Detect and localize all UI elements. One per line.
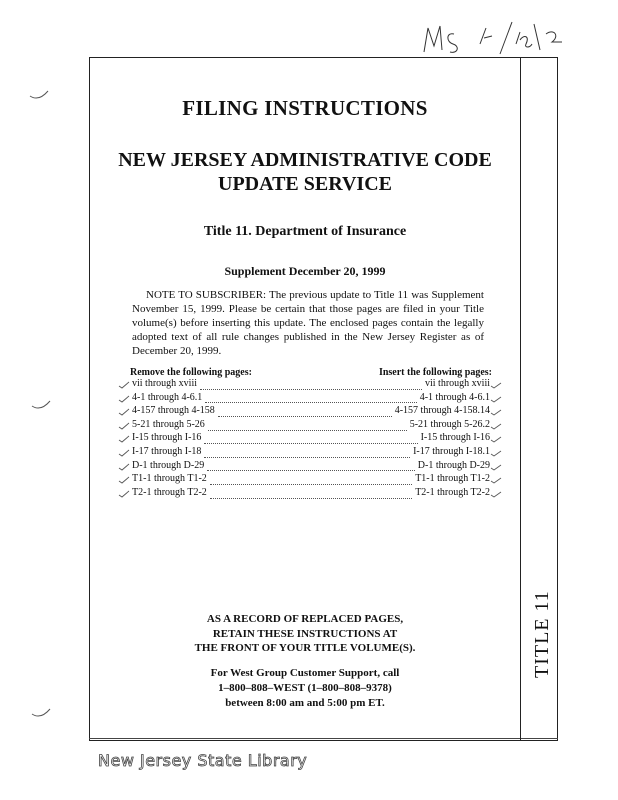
table-header — [118, 362, 494, 378]
tab-divider — [520, 57, 521, 741]
insert-pages: 4-1 through 4-6.1 — [419, 391, 490, 403]
title-tab-label: TITLE 11 — [531, 590, 553, 678]
remove-pages: I-17 through I-18 — [132, 445, 202, 457]
remove-pages: I-15 through I-16 — [132, 432, 202, 444]
check-mark — [490, 490, 502, 498]
dot-leader — [208, 421, 407, 431]
code-title-line1: NEW JERSEY ADMINISTRATIVE CODE — [118, 149, 492, 171]
remove-pages: vii through xviii — [132, 378, 197, 389]
dot-leader — [210, 489, 412, 499]
customer-support — [90, 666, 520, 711]
remove-pages: 4-1 through 4-6.1 — [132, 391, 203, 403]
check-mark — [118, 422, 130, 430]
insert-pages: I-15 through I-16 — [420, 432, 490, 444]
margin-mark — [28, 88, 50, 102]
insert-pages: T2-1 through T2-2 — [415, 486, 490, 498]
table-row — [118, 378, 494, 392]
dot-leader — [200, 380, 422, 390]
table-row — [118, 473, 494, 487]
table-rows — [118, 378, 494, 500]
check-mark — [490, 463, 502, 471]
remove-pages: D-1 through D-29 — [132, 459, 205, 471]
check-mark — [490, 449, 502, 457]
remove-header: Remove the following pages: — [130, 367, 252, 378]
table-row — [118, 405, 494, 419]
supplement-date: Supplement December 20, 1999 — [224, 264, 386, 278]
check-mark — [490, 381, 502, 389]
margin-mark — [30, 398, 52, 412]
insert-header: Insert the following pages: — [378, 367, 492, 378]
insert-pages: 5-21 through 5-26.2 — [409, 418, 490, 430]
table-row — [118, 487, 494, 501]
record-line1: AS A RECORD OF REPLACED PAGES, — [206, 613, 404, 625]
check-mark — [490, 408, 502, 416]
insert-pages: vii through xviii — [425, 378, 490, 389]
check-mark — [490, 476, 502, 484]
subscriber-note: NOTE TO SUBSCRIBER: The previous update to Title 11 was Supplement November 15, 1999. Please be certain that those pages are filed in your Title volume(s) before inserting this update. The enclosed pages contain the legally adopted text of all rule changes published in the New Jersey Register as of December 20, 1999. — [132, 289, 484, 357]
dot-leader — [210, 475, 412, 485]
code-title — [90, 148, 520, 196]
table-row — [118, 432, 494, 446]
check-mark — [118, 408, 130, 416]
record-notice — [90, 612, 520, 656]
insert-pages: D-1 through D-29 — [417, 459, 490, 471]
remove-pages: 5-21 through 5-26 — [132, 418, 205, 430]
margin-mark — [30, 706, 52, 720]
table-row — [118, 419, 494, 433]
dot-leader — [218, 407, 392, 417]
dot-leader — [205, 393, 416, 403]
check-mark — [118, 490, 130, 498]
support-line1: For West Group Customer Support, call — [210, 667, 400, 679]
check-mark — [118, 463, 130, 471]
department-title: Title 11. Department of Insurance — [203, 224, 407, 239]
remove-pages: T2-1 through T2-2 — [132, 486, 207, 498]
insert-pages: I-17 through I-18.1 — [413, 445, 490, 457]
dot-leader — [207, 461, 415, 471]
dot-leader — [204, 434, 417, 444]
filing-instructions-heading: FILING INSTRUCTIONS — [182, 96, 428, 120]
remove-pages: T1-1 through T1-2 — [132, 473, 207, 485]
check-mark — [118, 381, 130, 389]
check-mark — [490, 395, 502, 403]
check-mark — [118, 449, 130, 457]
record-line3: THE FRONT OF YOUR TITLE VOLUME(S). — [194, 642, 416, 654]
frame-double-rule — [89, 738, 558, 739]
insert-pages: 4-157 through 4-158.14 — [394, 405, 490, 417]
remove-pages: 4-157 through 4-158 — [132, 405, 215, 417]
check-mark — [118, 395, 130, 403]
record-line2: RETAIN THESE INSTRUCTIONS AT — [212, 627, 398, 640]
support-phone: 1–800–808–WEST (1–800–808–9378) — [218, 682, 392, 694]
insert-pages: T1-1 through T1-2 — [415, 473, 490, 485]
page-replacement-table — [118, 362, 494, 500]
library-stamp: New Jersey State Library — [98, 751, 308, 770]
check-mark — [118, 476, 130, 484]
dot-leader — [204, 448, 410, 458]
code-title-line2: UPDATE SERVICE — [218, 173, 392, 195]
table-row — [118, 446, 494, 460]
support-hours: between 8:00 am and 5:00 pm ET. — [225, 697, 385, 709]
check-mark — [118, 435, 130, 443]
check-mark — [490, 435, 502, 443]
check-mark — [490, 422, 502, 430]
table-row — [118, 392, 494, 406]
table-row — [118, 460, 494, 474]
